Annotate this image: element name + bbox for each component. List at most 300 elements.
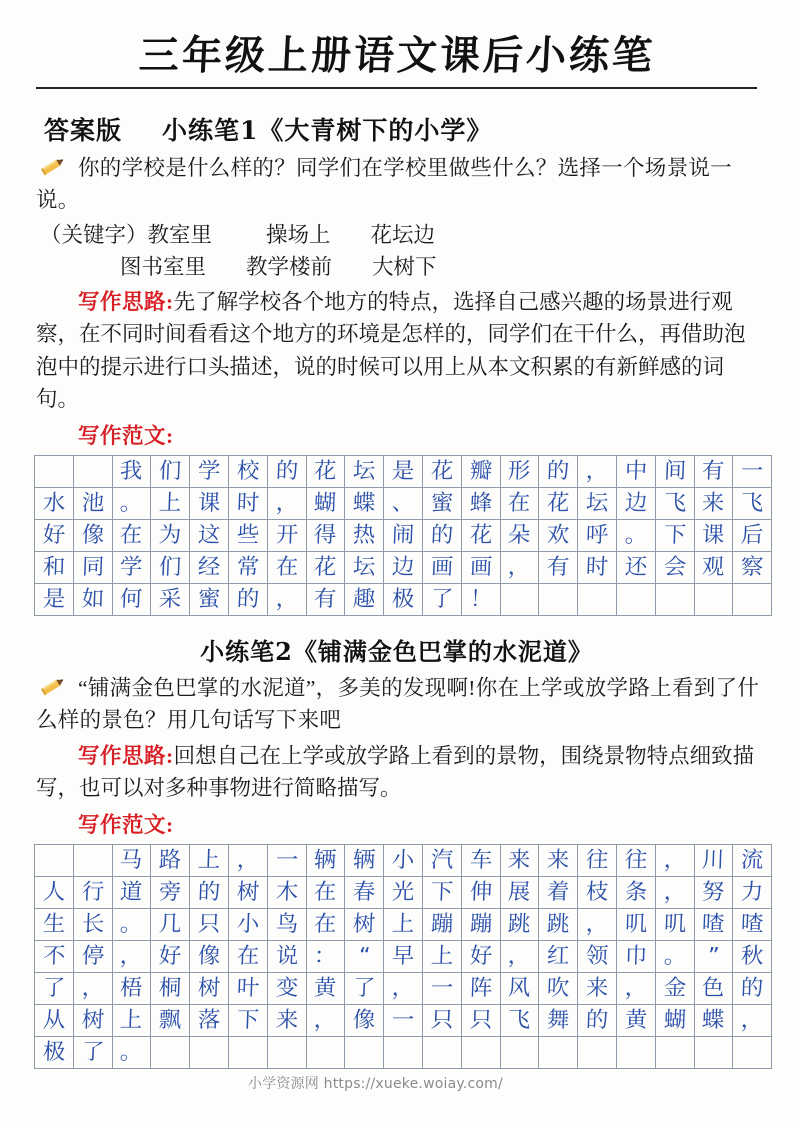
grid-cell[interactable]: [73, 845, 112, 877]
grid-cell[interactable]: [151, 1005, 190, 1037]
grid-cell-char: 采: [158, 586, 182, 612]
grid-cell[interactable]: [694, 584, 733, 616]
grid-cell[interactable]: [384, 941, 423, 973]
grid-cell[interactable]: [461, 584, 500, 616]
grid-cell[interactable]: [461, 941, 500, 973]
grid-cell[interactable]: [539, 584, 578, 616]
grid-cell[interactable]: [345, 1005, 384, 1037]
grid-cell[interactable]: [112, 1005, 151, 1037]
grid-cell-char: 池: [81, 490, 105, 516]
grid-cell[interactable]: [228, 520, 267, 552]
grid-cell[interactable]: [578, 909, 617, 941]
grid-cell[interactable]: [112, 845, 151, 877]
grid-cell[interactable]: [694, 941, 733, 973]
grid-cell[interactable]: [616, 1037, 655, 1069]
section1-title: 小练笔1《大青树下的小学》: [162, 116, 493, 145]
grid-cell[interactable]: [461, 1005, 500, 1037]
grid-cell[interactable]: [578, 456, 617, 488]
grid-cell[interactable]: [655, 584, 694, 616]
grid-cell[interactable]: [616, 488, 655, 520]
grid-cell[interactable]: [190, 845, 229, 877]
grid-cell-char: 叶: [236, 975, 260, 1001]
grid-row: [35, 909, 772, 941]
section1-writing-grid[interactable]: [34, 455, 772, 616]
grid-cell[interactable]: [655, 1037, 694, 1069]
grid-cell[interactable]: [422, 520, 461, 552]
grid-cell[interactable]: [190, 488, 229, 520]
keyword-playground: 操场上: [266, 222, 331, 247]
grid-cell[interactable]: [73, 520, 112, 552]
grid-cell-char: 经: [197, 554, 221, 580]
grid-cell-char: 间: [663, 458, 687, 484]
grid-cell[interactable]: [267, 973, 306, 1005]
grid-cell[interactable]: [151, 909, 190, 941]
grid-cell[interactable]: [112, 877, 151, 909]
grid-cell[interactable]: [35, 584, 74, 616]
grid-cell[interactable]: [35, 909, 74, 941]
grid-cell[interactable]: [500, 973, 539, 1005]
grid-cell-char: 长: [81, 911, 105, 937]
grid-cell[interactable]: [306, 877, 345, 909]
grid-cell[interactable]: [267, 845, 306, 877]
grid-cell[interactable]: [73, 973, 112, 1005]
grid-cell[interactable]: [306, 1005, 345, 1037]
grid-cell[interactable]: [694, 1037, 733, 1069]
grid-cell[interactable]: [151, 941, 190, 973]
grid-cell-char: 在: [275, 554, 299, 580]
grid-cell-char: 舞: [546, 1007, 570, 1033]
grid-cell[interactable]: [112, 973, 151, 1005]
keyword-big-tree: 大树下: [372, 254, 437, 279]
grid-cell[interactable]: [694, 1005, 733, 1037]
grid-cell-char: 察: [740, 554, 764, 580]
grid-cell[interactable]: [190, 909, 229, 941]
grid-cell[interactable]: [228, 941, 267, 973]
grid-cell[interactable]: [190, 877, 229, 909]
grid-cell[interactable]: [500, 520, 539, 552]
grid-cell[interactable]: [112, 552, 151, 584]
section2-guidance-text: 回想自己在上学或放学路上看到的景物，围绕景物特点细致描写，也可以对多种事物进行简略描写。: [36, 743, 755, 800]
grid-cell[interactable]: [422, 456, 461, 488]
grid-cell[interactable]: [151, 877, 190, 909]
grid-cell[interactable]: [345, 456, 384, 488]
grid-cell[interactable]: [539, 456, 578, 488]
grid-cell[interactable]: [267, 520, 306, 552]
grid-cell[interactable]: [306, 584, 345, 616]
grid-cell[interactable]: [35, 456, 74, 488]
grid-cell[interactable]: [228, 973, 267, 1005]
section1-grid-body: [35, 456, 772, 616]
section2-heading: 小练笔2《铺满金色巴掌的水泥道》: [200, 637, 593, 667]
grid-cell[interactable]: [306, 845, 345, 877]
grid-cell[interactable]: [578, 488, 617, 520]
grid-cell-char: ，: [663, 847, 687, 873]
grid-cell[interactable]: [267, 456, 306, 488]
grid-cell[interactable]: [73, 1037, 112, 1069]
grid-cell[interactable]: [345, 520, 384, 552]
grid-cell[interactable]: [306, 488, 345, 520]
grid-cell[interactable]: [694, 877, 733, 909]
grid-cell[interactable]: [655, 941, 694, 973]
grid-cell[interactable]: [422, 488, 461, 520]
grid-cell[interactable]: [345, 845, 384, 877]
grid-cell-char: 蜜: [197, 586, 221, 612]
grid-cell[interactable]: [228, 909, 267, 941]
grid-cell[interactable]: [151, 973, 190, 1005]
grid-cell[interactable]: [733, 488, 772, 520]
grid-cell[interactable]: [73, 909, 112, 941]
grid-cell[interactable]: [539, 488, 578, 520]
grid-cell[interactable]: [306, 552, 345, 584]
grid-cell[interactable]: [35, 552, 74, 584]
grid-cell[interactable]: [35, 520, 74, 552]
grid-cell[interactable]: [578, 1037, 617, 1069]
grid-cell[interactable]: [151, 456, 190, 488]
grid-cell-char: 只: [430, 1007, 454, 1033]
grid-cell[interactable]: [616, 456, 655, 488]
grid-cell[interactable]: [422, 552, 461, 584]
grid-cell[interactable]: [733, 520, 772, 552]
grid-cell-char: 说: [275, 943, 299, 969]
grid-cell-char: 了: [352, 975, 376, 1001]
grid-cell[interactable]: [500, 1037, 539, 1069]
grid-cell[interactable]: [578, 552, 617, 584]
grid-cell[interactable]: [655, 973, 694, 1005]
grid-cell[interactable]: [306, 520, 345, 552]
grid-cell[interactable]: [733, 877, 772, 909]
grid-cell[interactable]: [733, 845, 772, 877]
grid-cell[interactable]: [461, 877, 500, 909]
grid-cell[interactable]: [461, 973, 500, 1005]
grid-cell-char: 下: [236, 1007, 260, 1033]
grid-cell[interactable]: [422, 877, 461, 909]
grid-cell-char: 像: [352, 1007, 376, 1033]
grid-cell[interactable]: [422, 1005, 461, 1037]
grid-cell[interactable]: [616, 909, 655, 941]
grid-cell[interactable]: [733, 941, 772, 973]
grid-cell[interactable]: [267, 941, 306, 973]
grid-cell[interactable]: [228, 1005, 267, 1037]
grid-cell[interactable]: [190, 941, 229, 973]
grid-cell-char: 生: [42, 911, 66, 937]
grid-cell[interactable]: [655, 909, 694, 941]
grid-cell[interactable]: [151, 552, 190, 584]
grid-cell[interactable]: [694, 456, 733, 488]
grid-cell[interactable]: [422, 845, 461, 877]
grid-cell[interactable]: [306, 909, 345, 941]
section2-sample-label: 写作范文:: [78, 813, 174, 838]
grid-cell[interactable]: [500, 909, 539, 941]
grid-cell-char: 。: [119, 1039, 144, 1065]
grid-cell-char: 叽: [624, 911, 648, 937]
grid-cell[interactable]: [655, 488, 694, 520]
grid-cell[interactable]: [35, 973, 74, 1005]
grid-cell[interactable]: [578, 877, 617, 909]
grid-cell[interactable]: [35, 845, 74, 877]
grid-cell[interactable]: [35, 488, 74, 520]
grid-cell-char: 极: [391, 586, 415, 612]
grid-cell[interactable]: [616, 552, 655, 584]
grid-row: [35, 1005, 772, 1037]
grid-cell[interactable]: [190, 584, 229, 616]
grid-cell-char: 是: [391, 458, 415, 484]
grid-cell[interactable]: [306, 941, 345, 973]
grid-cell[interactable]: [694, 552, 733, 584]
grid-cell[interactable]: [345, 1037, 384, 1069]
grid-cell-char: 往: [624, 847, 648, 873]
grid-cell[interactable]: [267, 877, 306, 909]
grid-cell[interactable]: [384, 456, 423, 488]
grid-cell[interactable]: [73, 488, 112, 520]
grid-cell[interactable]: [384, 552, 423, 584]
grid-cell[interactable]: [151, 845, 190, 877]
grid-cell[interactable]: [384, 1005, 423, 1037]
section1-prompt-block: [36, 153, 763, 217]
grid-cell[interactable]: [267, 1037, 306, 1069]
grid-cell[interactable]: [694, 973, 733, 1005]
grid-cell[interactable]: [228, 456, 267, 488]
grid-cell[interactable]: [500, 584, 539, 616]
grid-cell[interactable]: [616, 1005, 655, 1037]
grid-cell-char: 有: [313, 586, 338, 612]
grid-cell[interactable]: [539, 877, 578, 909]
grid-cell[interactable]: [112, 909, 151, 941]
grid-cell[interactable]: [190, 552, 229, 584]
grid-cell[interactable]: [733, 584, 772, 616]
grid-cell-char: 领: [585, 943, 609, 969]
grid-cell[interactable]: [616, 973, 655, 1005]
grid-cell[interactable]: [151, 520, 190, 552]
grid-cell[interactable]: [267, 488, 306, 520]
grid-cell-char: 的: [430, 522, 454, 548]
grid-cell[interactable]: [422, 973, 461, 1005]
grid-cell-char: 阵: [469, 975, 493, 1001]
grid-cell[interactable]: [190, 520, 229, 552]
grid-cell[interactable]: [578, 584, 617, 616]
grid-cell[interactable]: [578, 1005, 617, 1037]
grid-cell-char: 蝴: [663, 1007, 687, 1033]
grid-cell[interactable]: [384, 1037, 423, 1069]
grid-cell[interactable]: [267, 909, 306, 941]
grid-cell[interactable]: [345, 909, 384, 941]
grid-cell[interactable]: [539, 1005, 578, 1037]
grid-cell[interactable]: [461, 845, 500, 877]
grid-cell-char: 几: [158, 911, 182, 937]
grid-cell[interactable]: [345, 552, 384, 584]
grid-cell[interactable]: [733, 1037, 772, 1069]
grid-cell-char: 辆: [313, 847, 338, 873]
grid-cell-char: 小: [236, 911, 260, 937]
grid-cell[interactable]: [345, 973, 384, 1005]
grid-cell[interactable]: [422, 909, 461, 941]
grid-cell-char: 有: [701, 458, 726, 484]
grid-cell[interactable]: [461, 1037, 500, 1069]
grid-cell[interactable]: [73, 584, 112, 616]
grid-row: [35, 973, 772, 1005]
grid-cell-char: 坛: [352, 554, 376, 580]
grid-cell[interactable]: [228, 877, 267, 909]
grid-cell-char: 极: [42, 1039, 66, 1065]
grid-cell[interactable]: [73, 1005, 112, 1037]
grid-cell[interactable]: [500, 877, 539, 909]
grid-cell[interactable]: [151, 488, 190, 520]
grid-cell-char: 画: [469, 554, 493, 580]
grid-cell-char: 飞: [740, 490, 764, 516]
grid-cell-char: 落: [197, 1007, 221, 1033]
grid-cell[interactable]: [733, 552, 772, 584]
grid-cell[interactable]: [345, 488, 384, 520]
grid-cell[interactable]: [384, 877, 423, 909]
grid-cell[interactable]: [539, 909, 578, 941]
grid-cell[interactable]: [578, 845, 617, 877]
grid-cell[interactable]: [694, 909, 733, 941]
grid-cell-char: 学: [197, 458, 221, 484]
grid-cell[interactable]: [73, 552, 112, 584]
grid-cell[interactable]: [694, 845, 733, 877]
grid-cell[interactable]: [228, 845, 267, 877]
grid-cell[interactable]: [655, 1005, 694, 1037]
keywords-line-2: [40, 251, 763, 283]
grid-cell[interactable]: [384, 520, 423, 552]
grid-cell-char: 来: [701, 490, 726, 516]
grid-cell-char: ，: [740, 1007, 764, 1033]
grid-cell[interactable]: [73, 941, 112, 973]
grid-cell[interactable]: [733, 456, 772, 488]
grid-cell[interactable]: [578, 973, 617, 1005]
grid-cell[interactable]: [267, 1005, 306, 1037]
grid-cell[interactable]: [422, 1037, 461, 1069]
grid-cell[interactable]: [539, 520, 578, 552]
grid-cell[interactable]: [655, 520, 694, 552]
grid-cell[interactable]: [461, 520, 500, 552]
grid-cell[interactable]: [539, 552, 578, 584]
grid-cell[interactable]: [73, 456, 112, 488]
grid-cell-char: 为: [158, 522, 182, 548]
grid-cell-char: 蜂: [469, 490, 493, 516]
grid-cell[interactable]: [112, 584, 151, 616]
grid-cell[interactable]: [267, 584, 306, 616]
grid-cell[interactable]: [578, 941, 617, 973]
grid-cell[interactable]: [112, 488, 151, 520]
grid-cell[interactable]: [616, 584, 655, 616]
grid-cell-char: 的: [585, 1007, 609, 1033]
grid-cell[interactable]: [384, 909, 423, 941]
grid-cell-char: 努: [701, 879, 726, 905]
grid-cell[interactable]: [655, 456, 694, 488]
grid-cell[interactable]: [306, 1037, 345, 1069]
grid-cell[interactable]: [306, 973, 345, 1005]
grid-cell[interactable]: [345, 941, 384, 973]
grid-cell-char: 辆: [352, 847, 376, 873]
grid-cell[interactable]: [655, 552, 694, 584]
section1-keywords: [40, 219, 763, 284]
grid-cell-char: 飞: [507, 1007, 532, 1033]
grid-cell[interactable]: [500, 456, 539, 488]
grid-cell[interactable]: [35, 1005, 74, 1037]
grid-cell[interactable]: [35, 941, 74, 973]
grid-cell[interactable]: [151, 584, 190, 616]
grid-cell[interactable]: [655, 845, 694, 877]
grid-cell[interactable]: [500, 1005, 539, 1037]
grid-cell-char: 上: [391, 911, 415, 937]
grid-cell[interactable]: [73, 877, 112, 909]
grid-cell[interactable]: [422, 941, 461, 973]
grid-cell[interactable]: [422, 584, 461, 616]
grid-cell[interactable]: [384, 973, 423, 1005]
grid-cell-char: 的: [546, 458, 570, 484]
grid-cell-char: 。: [119, 490, 144, 516]
grid-cell[interactable]: [112, 456, 151, 488]
grid-cell[interactable]: [306, 456, 345, 488]
grid-cell[interactable]: [733, 1005, 772, 1037]
grid-cell[interactable]: [539, 973, 578, 1005]
grid-cell[interactable]: [190, 1005, 229, 1037]
grid-cell-char: 巾: [624, 943, 648, 969]
grid-cell[interactable]: [616, 941, 655, 973]
grid-cell-char: 来: [585, 975, 609, 1001]
grid-cell[interactable]: [112, 520, 151, 552]
grid-cell-char: 蹦: [430, 911, 454, 937]
section2-writing-grid[interactable]: [34, 844, 772, 1069]
grid-cell[interactable]: [578, 520, 617, 552]
grid-cell[interactable]: [616, 845, 655, 877]
grid-cell-char: 们: [158, 554, 182, 580]
grid-cell[interactable]: [151, 1037, 190, 1069]
grid-cell[interactable]: [539, 845, 578, 877]
grid-cell[interactable]: [616, 877, 655, 909]
grid-cell[interactable]: [190, 973, 229, 1005]
grid-cell[interactable]: [190, 456, 229, 488]
keyword-classroom: 教室里: [147, 222, 213, 247]
grid-cell[interactable]: [345, 877, 384, 909]
grid-cell[interactable]: [733, 909, 772, 941]
grid-cell[interactable]: [461, 456, 500, 488]
grid-cell[interactable]: [384, 584, 423, 616]
grid-cell-char: 光: [391, 879, 415, 905]
grid-cell[interactable]: [694, 520, 733, 552]
grid-cell[interactable]: [694, 488, 733, 520]
grid-cell[interactable]: [384, 488, 423, 520]
grid-cell[interactable]: [345, 584, 384, 616]
grid-cell[interactable]: [539, 1037, 578, 1069]
grid-cell[interactable]: [733, 973, 772, 1005]
grid-cell[interactable]: [461, 909, 500, 941]
grid-cell[interactable]: [112, 1037, 151, 1069]
grid-cell[interactable]: [384, 845, 423, 877]
grid-cell[interactable]: [655, 877, 694, 909]
grid-cell[interactable]: [228, 552, 267, 584]
grid-cell[interactable]: [228, 584, 267, 616]
grid-cell[interactable]: [112, 941, 151, 973]
grid-cell[interactable]: [500, 488, 539, 520]
grid-cell-char: 一: [275, 847, 299, 873]
grid-cell[interactable]: [500, 552, 539, 584]
grid-cell[interactable]: [500, 845, 539, 877]
grid-cell[interactable]: [190, 1037, 229, 1069]
grid-cell[interactable]: [616, 520, 655, 552]
grid-cell[interactable]: [461, 488, 500, 520]
grid-cell[interactable]: [500, 941, 539, 973]
grid-cell-char: 叽: [663, 911, 687, 937]
grid-cell[interactable]: [539, 941, 578, 973]
grid-cell-char: 热: [352, 522, 376, 548]
grid-cell[interactable]: [35, 1037, 74, 1069]
grid-cell[interactable]: [461, 552, 500, 584]
grid-cell[interactable]: [35, 877, 74, 909]
grid-cell[interactable]: [228, 1037, 267, 1069]
grid-cell[interactable]: [228, 488, 267, 520]
grid-cell[interactable]: [267, 552, 306, 584]
